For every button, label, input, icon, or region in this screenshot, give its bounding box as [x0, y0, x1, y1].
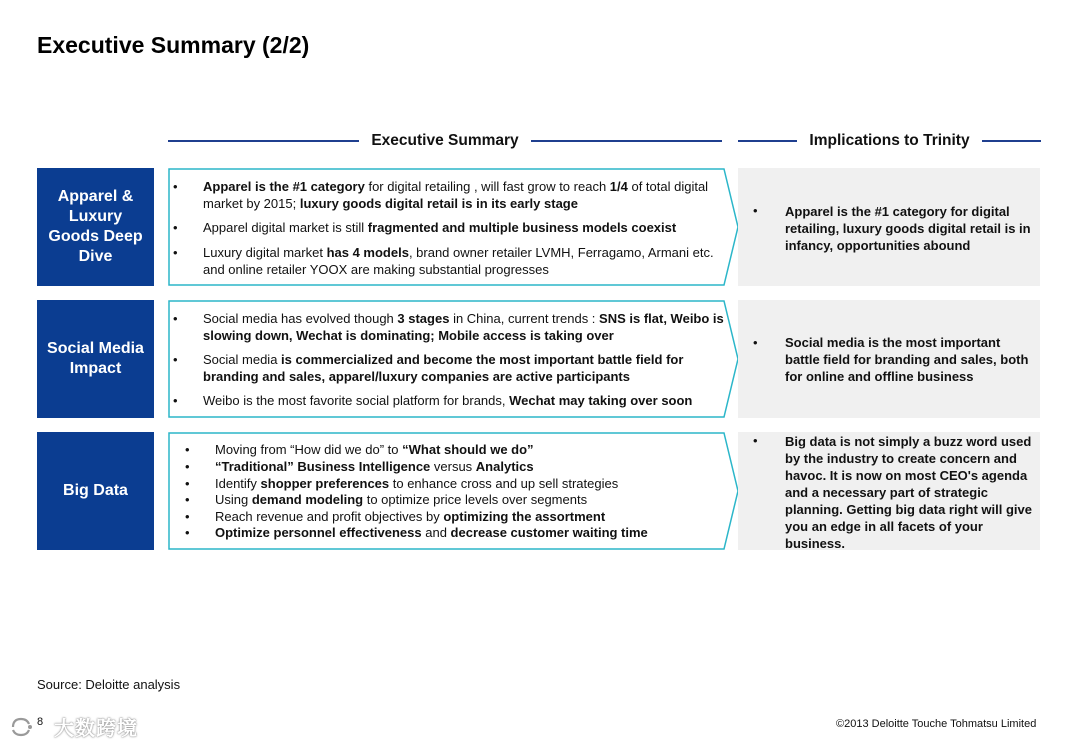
list-item: [185, 491, 735, 508]
bullet-text: [215, 492, 587, 507]
bullet-text-bold: Wechat may taking over soon: [509, 393, 693, 408]
bullet-text: [203, 179, 708, 211]
implications-header-label: Implications to Trinity: [809, 132, 970, 149]
executive-summary-header-label: Executive Summary: [371, 132, 519, 149]
bullet-dot: •: [173, 393, 178, 408]
bullet-dot: •: [173, 311, 178, 326]
bullet-dot: •: [185, 492, 190, 507]
watermark-text: 大数跨境: [54, 718, 138, 740]
list-item: [173, 219, 733, 236]
bullet-text-run: Using: [215, 492, 252, 507]
list-item: [185, 458, 735, 475]
page-title: Executive Summary (2/2): [37, 32, 310, 58]
bullet-text: [215, 509, 605, 524]
bullet-text: [215, 459, 534, 474]
executive-summary-header: [168, 130, 722, 152]
implication-text: Big data is not simply a buzz word used by the industry to create concern and havoc. It is now on most CEO's agenda and a necessary part of strategic planning. Getting big data right will give you an edge in all facets of your business.: [785, 434, 1032, 551]
implication-text: Apparel is the #1 category for digital retailing, luxury goods digital retail is in infancy, opportunities abound: [785, 204, 1031, 253]
bullet-dot: •: [753, 433, 758, 448]
row-label-social-media: [37, 300, 154, 418]
list-item: [173, 392, 738, 409]
bullet-text-bold: shopper preferences: [260, 476, 390, 491]
bullet-text-run: versus: [430, 459, 476, 474]
bullet-text-run: , brand owner retailer LVMH, Ferragamo, Armani etc. and online retailer YOOX are making substantial progresses: [203, 245, 714, 277]
bullet-text-bold: optimizing the assortment: [443, 509, 606, 524]
bullet-dot: •: [185, 525, 190, 540]
source-note: Source: Deloitte analysis: [37, 677, 181, 692]
bullet-text: [203, 393, 692, 408]
header-rule-right: [531, 140, 722, 142]
implications-header: [738, 130, 1041, 152]
list-item: [173, 244, 733, 278]
bullet-text-run: Social media: [203, 352, 282, 367]
bullet-text-bold: decrease customer waiting time: [450, 525, 648, 540]
bullet-text-bold: luxury goods digital retail is in its early stage: [299, 196, 578, 211]
bullet-text-bold: “What should we do”: [402, 442, 534, 457]
bullet-text-bold: 1/4: [609, 179, 628, 194]
bullet-dot: •: [753, 335, 758, 350]
bullet-text: [203, 311, 724, 343]
summary-arrow-apparel-luxury: [168, 168, 740, 286]
bullet-dot: •: [185, 459, 190, 474]
bullet-text-run: Moving from “How did we do” to: [215, 442, 403, 457]
list-item: [185, 524, 735, 541]
copyright-notice: ©2013 Deloitte Touche Tohmatsu Limited: [836, 718, 1037, 730]
summary-arrow-social-media: [168, 300, 740, 418]
page-number: 8: [37, 716, 44, 728]
bullet-dot: •: [753, 203, 758, 218]
bullet-text: [215, 525, 648, 540]
header-rule-right: [982, 140, 1041, 142]
list-item: [173, 351, 733, 385]
watermark-logo-icon: [10, 716, 36, 738]
bullet-text: [215, 476, 618, 491]
bullet-text-run: of total digital market by 2015;: [203, 179, 709, 211]
bullet-text-run: Social media has evolved though: [203, 311, 398, 326]
bullet-dot: •: [173, 179, 178, 194]
summary-arrow-big-data: [168, 432, 740, 550]
bullet-text-bold: “Traditional” Business Intelligence: [215, 459, 431, 474]
bullet-text-bold: 3 stages: [397, 311, 450, 326]
header-rule-left: [168, 140, 359, 142]
bullet-text-run: to enhance cross and up sell strategies: [389, 476, 619, 491]
bullet-text-run: Identify: [215, 476, 261, 491]
bullet-text: [215, 442, 534, 457]
implication-box-big-data: [738, 432, 1040, 550]
bullet-dot: •: [185, 476, 190, 491]
bullet-text-bold: demand modeling: [251, 492, 364, 507]
implication-box-apparel-luxury: [738, 168, 1040, 286]
row-label-text: Social Media Impact: [47, 340, 144, 377]
header-rule-left: [738, 140, 797, 142]
bullet-text-run: and: [421, 525, 451, 540]
bullet-text-bold: fragmented and multiple business models coexist: [367, 220, 677, 235]
bullet-text-bold: SNS is flat, Weibo is slowing down, Wechat is dominating; Mobile access is taking over: [203, 311, 724, 343]
bullet-text-run: in China, current trends :: [449, 311, 600, 326]
implication-box-social-media: [738, 300, 1040, 418]
list-item: [185, 475, 735, 492]
bullet-text-bold: Optimize personnel effectiveness: [215, 525, 422, 540]
bullet-text-run: to optimize price levels over segments: [363, 492, 588, 507]
bullet-text-run: Luxury digital market: [203, 245, 327, 260]
list-item: [173, 310, 733, 344]
watermark: [10, 712, 138, 741]
list-item: [185, 508, 735, 525]
bullet-text: [203, 245, 714, 277]
bullet-dot: •: [173, 352, 178, 367]
bullet-dot: •: [173, 220, 178, 235]
list-item: [185, 441, 735, 458]
row-label-text: Big Data: [63, 482, 128, 499]
bullet-text-bold: Analytics: [475, 459, 534, 474]
bullet-text-run: Reach revenue and profit objectives by: [215, 509, 444, 524]
bullet-text-run: Apparel digital market is still: [203, 220, 368, 235]
bullet-text: [203, 352, 683, 384]
bullet-text: [203, 220, 676, 235]
bullet-text-bold: has 4 models: [326, 245, 409, 260]
bullet-text-run: for digital retailing , will fast grow to reach: [364, 179, 610, 194]
list-item: [173, 178, 733, 212]
row-label-text: Apparel & Luxury Goods Deep Dive: [48, 188, 143, 265]
bullet-text-run: Weibo is the most favorite social platform for brands,: [203, 393, 510, 408]
row-label-big-data: [37, 432, 154, 550]
bullet-dot: •: [185, 509, 190, 524]
bullet-dot: •: [173, 245, 178, 260]
bullet-text-bold: is commercialized and become the most important battle field for branding and sales, apparel/luxury companies are active participants: [203, 352, 684, 384]
implication-text: Social media is the most important battle field for branding and sales, both for online and offline business: [785, 335, 1029, 384]
row-label-apparel-luxury: [37, 168, 154, 286]
bullet-text-bold: Apparel is the #1 category: [203, 179, 365, 194]
bullet-dot: •: [185, 442, 190, 457]
